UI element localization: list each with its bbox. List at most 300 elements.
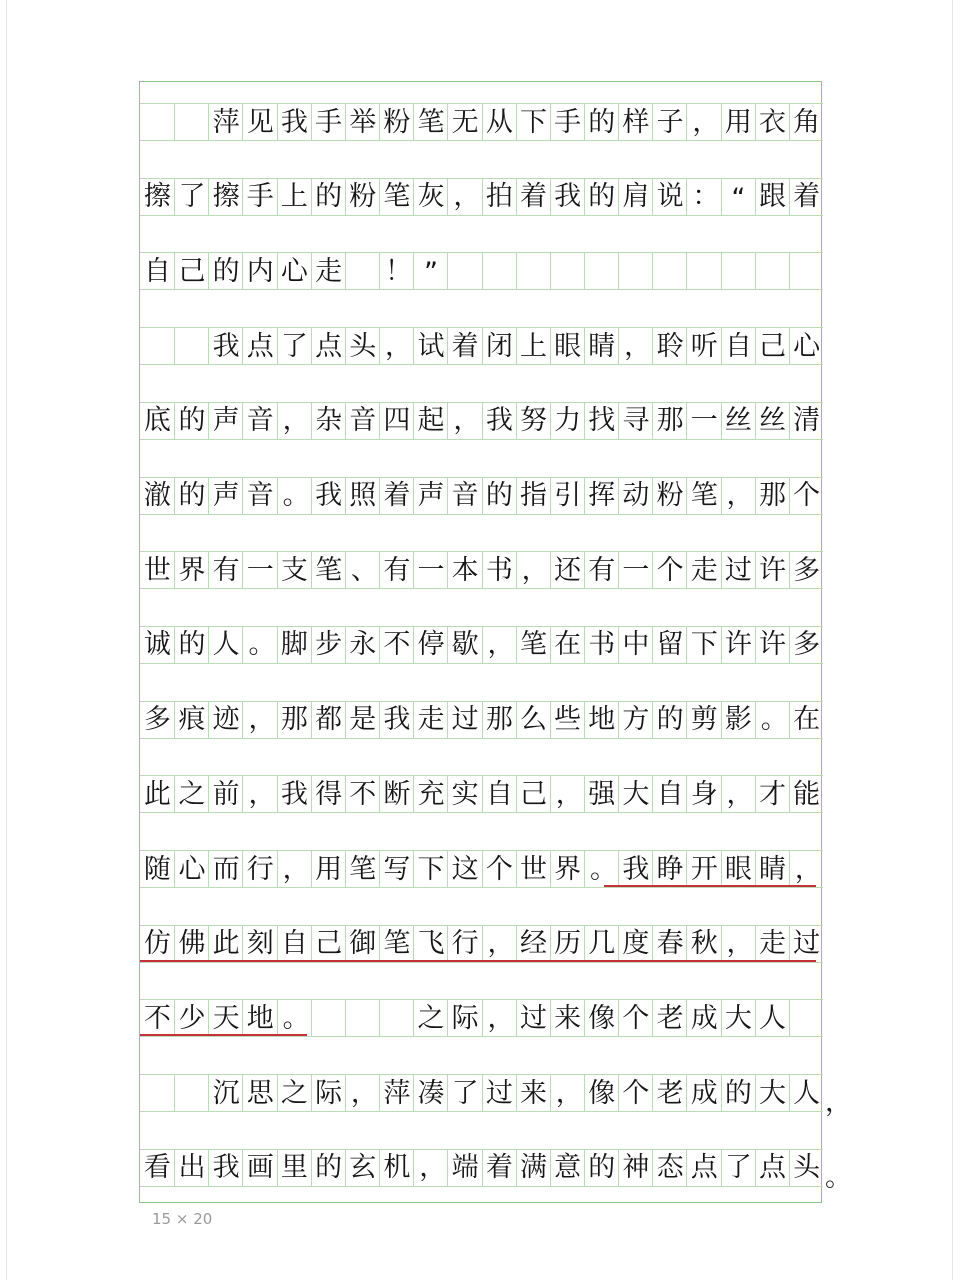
grid-cell: 这 — [447, 850, 482, 888]
grid-cell: 我 — [311, 477, 346, 515]
grid-cell: 支 — [277, 551, 312, 589]
grid-cell: 际 — [447, 999, 482, 1037]
grid-cell: ， — [447, 178, 482, 216]
grid-cell: 御 — [345, 925, 380, 963]
grid-cell: 而 — [208, 850, 243, 888]
grid-cell: 己 — [755, 327, 790, 365]
grid-cell: 个 — [789, 477, 824, 515]
grid-cell: 经 — [516, 925, 551, 963]
grid-cell: 找 — [584, 402, 619, 440]
grid-cell — [174, 103, 209, 141]
grid-cell: 上 — [277, 178, 312, 216]
grid-cell: 自 — [277, 925, 312, 963]
grid-cell: 的 — [174, 626, 209, 664]
grid-cell: 际 — [311, 1074, 346, 1112]
grid-row — [140, 103, 823, 141]
grid-cell: 了 — [721, 1149, 756, 1187]
grid-cell — [447, 252, 482, 290]
grid-cell: 成 — [686, 1074, 721, 1112]
grid-cell: 睛 — [755, 850, 790, 888]
grid-cell: 、 — [345, 551, 380, 589]
grid-cell: 手 — [242, 178, 277, 216]
grid-cell: 衣 — [755, 103, 790, 141]
grid-cell: 随 — [140, 850, 175, 888]
grid-cell: 自 — [482, 775, 517, 813]
grid-cell: 头 — [789, 1149, 824, 1187]
grid-cell: 己 — [311, 925, 346, 963]
grid-cell: 粉 — [345, 178, 380, 216]
grid-cell: 笔 — [379, 178, 414, 216]
grid-cell: 着 — [789, 178, 824, 216]
grid-cell: ， — [482, 999, 517, 1037]
grid-cell: 过 — [516, 999, 551, 1037]
grid-cell — [755, 252, 790, 290]
grid-cell: 。 — [242, 626, 277, 664]
grid-cell: 我 — [208, 327, 243, 365]
grid-cell: 肩 — [618, 178, 653, 216]
grid-cell: 自 — [652, 775, 687, 813]
grid-cell: 机 — [379, 1149, 414, 1187]
grid-cell — [618, 252, 653, 290]
grid-cell: 心 — [174, 850, 209, 888]
grid-cell: 老 — [652, 1074, 687, 1112]
grid-cell: 。 — [584, 850, 619, 888]
grid-cell — [140, 103, 175, 141]
grid-cell: 满 — [516, 1149, 551, 1187]
grid-cell — [140, 1074, 175, 1112]
grid-cell — [379, 999, 414, 1037]
grid-row — [140, 626, 823, 664]
grid-cell: 走 — [413, 701, 448, 739]
grid-cell: 声 — [208, 477, 243, 515]
grid-cell: 人 — [755, 999, 790, 1037]
page-edge-right — [952, 0, 953, 1280]
grid-cell: 身 — [686, 775, 721, 813]
grid-cell: 之 — [277, 1074, 312, 1112]
grid-cell: 前 — [208, 775, 243, 813]
grid-cell: 之 — [174, 775, 209, 813]
grid-cell: 笔 — [686, 477, 721, 515]
grid-cell: 眼 — [550, 327, 585, 365]
grid-cell: 之 — [413, 999, 448, 1037]
grid-cell: 实 — [447, 775, 482, 813]
grid-cell: 试 — [413, 327, 448, 365]
grid-cell — [686, 252, 721, 290]
grid-cell: 拍 — [482, 178, 517, 216]
grid-cell: 历 — [550, 925, 585, 963]
grid-cell — [140, 327, 175, 365]
grid-cell: 指 — [516, 477, 551, 515]
grid-cell: 本 — [447, 551, 482, 589]
grid-cell: 里 — [277, 1149, 312, 1187]
grid-cell: 澈 — [140, 477, 175, 515]
grid-cell: 那 — [482, 701, 517, 739]
grid-cell: ， — [482, 925, 517, 963]
grid-cell: 还 — [550, 551, 585, 589]
grid-cell: 开 — [686, 850, 721, 888]
grid-cell: 永 — [345, 626, 380, 664]
grid-cell: 不 — [345, 775, 380, 813]
grid-cell: 了 — [174, 178, 209, 216]
grid-cell: 人 — [208, 626, 243, 664]
grid-cell: 下 — [686, 626, 721, 664]
grid-cell: 粉 — [652, 477, 687, 515]
grid-cell: 力 — [550, 402, 585, 440]
grid-cell: 许 — [721, 626, 756, 664]
grid-cell — [721, 252, 756, 290]
grid-cell — [789, 999, 824, 1037]
grid-row — [140, 551, 823, 589]
grid-cell: 地 — [584, 701, 619, 739]
grid-cell: ， — [516, 551, 551, 589]
grid-cell: 多 — [140, 701, 175, 739]
grid-cell: 强 — [584, 775, 619, 813]
grid-cell: 充 — [413, 775, 448, 813]
grid-cell: ， — [413, 1149, 448, 1187]
grid-cell: 。 — [277, 477, 312, 515]
grid-cell: 的 — [652, 701, 687, 739]
grid-cell: 从 — [482, 103, 517, 141]
grid-cell: ， — [618, 327, 653, 365]
grid-cell: 个 — [618, 999, 653, 1037]
grid-cell: 是 — [345, 701, 380, 739]
grid-cell: 上 — [516, 327, 551, 365]
overflow-char: 。 — [825, 1161, 852, 1193]
grid-cell: 。 — [755, 701, 790, 739]
grid-cell: 声 — [208, 402, 243, 440]
grid-cell: 的 — [482, 477, 517, 515]
grid-cell: ， — [550, 1074, 585, 1112]
grid-cell: 来 — [550, 999, 585, 1037]
grid-cell: “ — [721, 178, 756, 216]
grid-cell: 那 — [652, 402, 687, 440]
grid-cell: 下 — [413, 850, 448, 888]
grid-cell: 画 — [242, 1149, 277, 1187]
grid-cell: 世 — [516, 850, 551, 888]
grid-cell: 心 — [277, 252, 312, 290]
grid-cell: ， — [379, 327, 414, 365]
grid-cell: 行 — [242, 850, 277, 888]
grid-cell: 迹 — [208, 701, 243, 739]
grid-cell: 写 — [379, 850, 414, 888]
grid-cell: 笔 — [516, 626, 551, 664]
grid-cell: 那 — [277, 701, 312, 739]
grid-cell: 我 — [277, 775, 312, 813]
grid-cell: 不 — [379, 626, 414, 664]
grid-cell: 几 — [584, 925, 619, 963]
grid-cell: 笔 — [413, 103, 448, 141]
red-underline-mark — [140, 1034, 307, 1036]
grid-cell: 杂 — [311, 402, 346, 440]
grid-cell: 影 — [721, 701, 756, 739]
grid-cell: 来 — [516, 1074, 551, 1112]
grid-cell: 么 — [516, 701, 551, 739]
grid-cell: 走 — [686, 551, 721, 589]
grid-cell: 过 — [789, 925, 824, 963]
grid-cell: 一 — [242, 551, 277, 589]
grid-row — [140, 477, 823, 515]
grid-cell: 脚 — [277, 626, 312, 664]
grid-cell: 世 — [140, 551, 175, 589]
grid-cell — [584, 252, 619, 290]
grid-cell: 许 — [755, 551, 790, 589]
grid-cell: ， — [721, 775, 756, 813]
grid-cell: 手 — [311, 103, 346, 141]
grid-cell: 痕 — [174, 701, 209, 739]
grid-cell: 挥 — [584, 477, 619, 515]
grid-cell: 多 — [789, 551, 824, 589]
grid-cell: 着 — [447, 327, 482, 365]
grid-cell: 自 — [721, 327, 756, 365]
grid-row — [140, 252, 823, 290]
grid-row — [140, 925, 823, 963]
grid-cell: 都 — [311, 701, 346, 739]
grid-cell: 举 — [345, 103, 380, 141]
grid-cell: 方 — [618, 701, 653, 739]
grid-cell: 才 — [755, 775, 790, 813]
grid-cell: 我 — [618, 850, 653, 888]
grid-cell: 引 — [550, 477, 585, 515]
grid-cell: 点 — [242, 327, 277, 365]
grid-cell: 像 — [584, 999, 619, 1037]
grid-cell: 头 — [345, 327, 380, 365]
grid-cell: 手 — [550, 103, 585, 141]
grid-cell: 粉 — [379, 103, 414, 141]
grid-cell: 秋 — [686, 925, 721, 963]
grid-cell: 己 — [174, 252, 209, 290]
grid-row — [140, 1074, 852, 1119]
grid-cell: 老 — [652, 999, 687, 1037]
grid-cell: 着 — [516, 178, 551, 216]
grid-cell: 在 — [550, 626, 585, 664]
grid-cell: 在 — [789, 701, 824, 739]
grid-cell: 个 — [482, 850, 517, 888]
grid-cell: 声 — [413, 477, 448, 515]
grid-cell: 努 — [516, 402, 551, 440]
grid-cell: 心 — [789, 327, 824, 365]
grid-cell: 萍 — [379, 1074, 414, 1112]
grid-cell: 笔 — [345, 850, 380, 888]
grid-cell: 我 — [482, 402, 517, 440]
grid-cell: 此 — [208, 925, 243, 963]
grid-cell — [482, 252, 517, 290]
grid-cell: 界 — [174, 551, 209, 589]
grid-cell: 的 — [311, 178, 346, 216]
grid-cell: ， — [789, 850, 824, 888]
grid-cell: 意 — [550, 1149, 585, 1187]
grid-cell: 擦 — [140, 178, 175, 216]
grid-cell: 自 — [140, 252, 175, 290]
grid-cell: 大 — [755, 1074, 790, 1112]
grid-cell: 灰 — [413, 178, 448, 216]
grid-row — [140, 775, 823, 813]
grid-cell: ， — [242, 775, 277, 813]
grid-cell: 四 — [379, 402, 414, 440]
grid-cell: ， — [721, 477, 756, 515]
grid-cell: 下 — [516, 103, 551, 141]
grid-cell — [174, 1074, 209, 1112]
grid-cell: 的 — [208, 252, 243, 290]
grid-cell: 聆 — [652, 327, 687, 365]
grid-row — [140, 178, 823, 216]
grid-cell: 此 — [140, 775, 175, 813]
grid-cell: 过 — [721, 551, 756, 589]
grid-cell: 的 — [311, 1149, 346, 1187]
grid-cell: 断 — [379, 775, 414, 813]
grid-cell: 了 — [447, 1074, 482, 1112]
grid-cell: 音 — [242, 477, 277, 515]
page-edge-left — [6, 0, 7, 1280]
grid-cell: 听 — [686, 327, 721, 365]
grid-cell: 音 — [447, 477, 482, 515]
grid-cell: 的 — [174, 477, 209, 515]
grid-cell: 界 — [550, 850, 585, 888]
grid-cell: 凑 — [413, 1074, 448, 1112]
grid-cell: 的 — [584, 178, 619, 216]
grid-cell — [345, 999, 380, 1037]
grid-cell: 一 — [686, 402, 721, 440]
grid-cell: 用 — [721, 103, 756, 141]
grid-cell: 看 — [140, 1149, 175, 1187]
grid-cell: 神 — [618, 1149, 653, 1187]
grid-cell: 擦 — [208, 178, 243, 216]
grid-cell: 走 — [755, 925, 790, 963]
grid-cell: 子 — [652, 103, 687, 141]
grid-cell: 步 — [311, 626, 346, 664]
grid-cell — [345, 252, 380, 290]
grid-cell: 过 — [482, 1074, 517, 1112]
grid-cell: 多 — [789, 626, 824, 664]
grid-cell: 玄 — [345, 1149, 380, 1187]
grid-cell: 过 — [447, 701, 482, 739]
grid-cell: 留 — [652, 626, 687, 664]
grid-cell: 书 — [482, 551, 517, 589]
grid-cell: 端 — [447, 1149, 482, 1187]
grid-cell: 音 — [242, 402, 277, 440]
grid-cell: 照 — [345, 477, 380, 515]
grid-cell: 些 — [550, 701, 585, 739]
grid-cell: 能 — [789, 775, 824, 813]
grid-cell: ， — [242, 701, 277, 739]
grid-row — [140, 1149, 852, 1193]
grid-cell: 我 — [550, 178, 585, 216]
grid-cell: 有 — [379, 551, 414, 589]
grid-cell — [516, 252, 551, 290]
grid-cell — [652, 252, 687, 290]
grid-cell: 个 — [618, 1074, 653, 1112]
grid-cell: ， — [277, 402, 312, 440]
grid-cell: 眼 — [721, 850, 756, 888]
grid-row — [140, 701, 823, 739]
grid-cell: 的 — [584, 1149, 619, 1187]
grid-cell: 个 — [652, 551, 687, 589]
grid-cell: 睛 — [584, 327, 619, 365]
grid-cell: 成 — [686, 999, 721, 1037]
grid-cell: 丝 — [721, 402, 756, 440]
grid-cell: 萍 — [208, 103, 243, 141]
grid-cell: 的 — [174, 402, 209, 440]
grid-cell: 底 — [140, 402, 175, 440]
grid-cell: 行 — [447, 925, 482, 963]
grid-cell: 仿 — [140, 925, 175, 963]
grid-cell: 许 — [755, 626, 790, 664]
grid-cell: 无 — [447, 103, 482, 141]
grid-cell: 有 — [584, 551, 619, 589]
red-underline-mark — [140, 960, 816, 962]
grid-cell: 睁 — [652, 850, 687, 888]
grid-cell: 中 — [618, 626, 653, 664]
grid-cell: 笔 — [379, 925, 414, 963]
grid-cell: 剪 — [686, 701, 721, 739]
grid-cell: 跟 — [755, 178, 790, 216]
grid-cell: 有 — [208, 551, 243, 589]
grid-cell: 佛 — [174, 925, 209, 963]
grid-cell: 着 — [482, 1149, 517, 1187]
grid-cell: 地 — [242, 999, 277, 1037]
grid-cell: ： — [686, 178, 721, 216]
grid-cell: 清 — [789, 402, 824, 440]
grid-cell: 飞 — [413, 925, 448, 963]
grid-cell: 的 — [721, 1074, 756, 1112]
grid-cell: ” — [413, 252, 448, 290]
grid-cell — [174, 327, 209, 365]
grid-cell: 了 — [277, 327, 312, 365]
grid-cell: 内 — [242, 252, 277, 290]
grid-cell: 。 — [277, 999, 312, 1037]
grid-cell: 点 — [755, 1149, 790, 1187]
grid-cell: ， — [345, 1074, 380, 1112]
grid-cell: 人 — [789, 1074, 824, 1112]
grid-cell: 闭 — [482, 327, 517, 365]
grid-row — [140, 402, 823, 440]
grid-row — [140, 327, 823, 365]
grid-cell: ， — [482, 626, 517, 664]
grid-cell: 春 — [652, 925, 687, 963]
grid-cell: 己 — [516, 775, 551, 813]
grid-cell: 态 — [652, 1149, 687, 1187]
grid-cell: 我 — [379, 701, 414, 739]
grid-cell: 思 — [242, 1074, 277, 1112]
grid-cell: 我 — [208, 1149, 243, 1187]
grid-cell: ！ — [379, 252, 414, 290]
grid-cell: 点 — [686, 1149, 721, 1187]
grid-cell: ， — [721, 925, 756, 963]
grid-cell: 的 — [584, 103, 619, 141]
grid-cell: 我 — [277, 103, 312, 141]
grid-cell: 不 — [140, 999, 175, 1037]
grid-cell: 得 — [311, 775, 346, 813]
grid-cell: 用 — [311, 850, 346, 888]
grid-cell: 音 — [345, 402, 380, 440]
grid-cell: ， — [277, 850, 312, 888]
grid-cell: 角 — [789, 103, 824, 141]
grid-cell: 沉 — [208, 1074, 243, 1112]
grid-cell: 动 — [618, 477, 653, 515]
grid-cell: ， — [686, 103, 721, 141]
grid-cell — [550, 252, 585, 290]
grid-cell: 见 — [242, 103, 277, 141]
grid-cell: 书 — [584, 626, 619, 664]
grid-cell: ， — [550, 775, 585, 813]
grid-cell: 一 — [618, 551, 653, 589]
grid-cell: 大 — [618, 775, 653, 813]
grid-size-label: 15 × 20 — [152, 1210, 213, 1228]
grid-cell: 一 — [413, 551, 448, 589]
grid-cell: 诚 — [140, 626, 175, 664]
grid-cell: 丝 — [755, 402, 790, 440]
grid-cell: 笔 — [311, 551, 346, 589]
grid-cell: 起 — [413, 402, 448, 440]
